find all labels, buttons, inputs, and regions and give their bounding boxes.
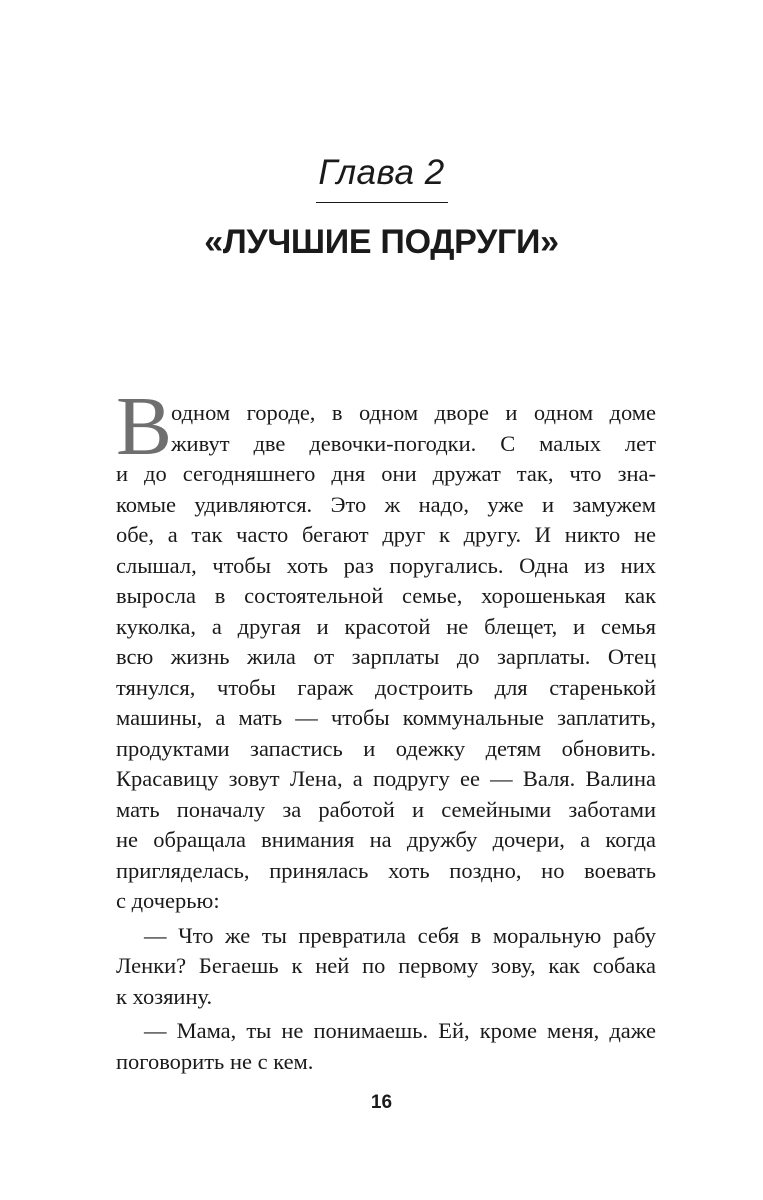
text-line: к хозяину. <box>116 983 213 1009</box>
text-line: мать поначалу за работой и семейными заботами <box>116 796 656 822</box>
text-line: машины, а мать — чтобы коммунальные заплатить, <box>116 705 656 730</box>
chapter-label: Глава 2 <box>318 153 445 192</box>
text-line: куколка, а другая и красотой не блещет, и семья <box>116 613 656 639</box>
page-number: 16 <box>370 1092 393 1113</box>
text-line: Красавицу зовут Лена, а подругу ее — Валя. Валина <box>116 766 656 791</box>
text-line: — Мама, ты не понимаешь. Ей, кроме меня, даже <box>144 1018 656 1043</box>
chapter-divider <box>316 202 448 203</box>
text-line: выросла в состоятельной семье, хорошенькая как <box>116 583 656 608</box>
text-line: всю жизнь жила от зарплаты до зарплаты. Отец <box>116 644 656 669</box>
drop-cap: В <box>116 380 173 473</box>
text-line: слышал, чтобы хоть раз поругались. Одна из них <box>116 552 656 578</box>
chapter-title: «ЛУЧШИЕ ПОДРУГИ» <box>204 223 559 261</box>
text-line: комые удивляются. Это ж надо, уже и замужем <box>116 491 656 517</box>
text-line: продуктами запастись и одежку детям обновить. <box>116 735 656 761</box>
text-line: не обращала внимания на дружбу дочери, а когда <box>116 827 656 852</box>
body-text <box>116 398 656 1077</box>
text-line: с дочерью: <box>116 888 220 913</box>
text-line: тянулся, чтобы гараж достроить для старенькой <box>116 674 656 700</box>
text-line: и до сегодняшнего дня они дружат так, что зна- <box>116 461 656 486</box>
text-line: поговорить не с кем. <box>116 1048 314 1074</box>
text-line: одном городе, в одном дворе и одном доме <box>171 400 656 425</box>
text-line: живут две девочки-погодки. С малых лет <box>171 430 656 456</box>
text-line: — Что же ты превратила себя в моральную рабу <box>144 922 656 948</box>
text-line: Ленки? Бегаешь к ней по первому зову, как собака <box>116 953 656 978</box>
text-line: обе, а так часто бегают друг к другу. И никто не <box>116 522 656 547</box>
text-line: пригляделась, принялась хоть поздно, но воевать <box>116 857 656 883</box>
